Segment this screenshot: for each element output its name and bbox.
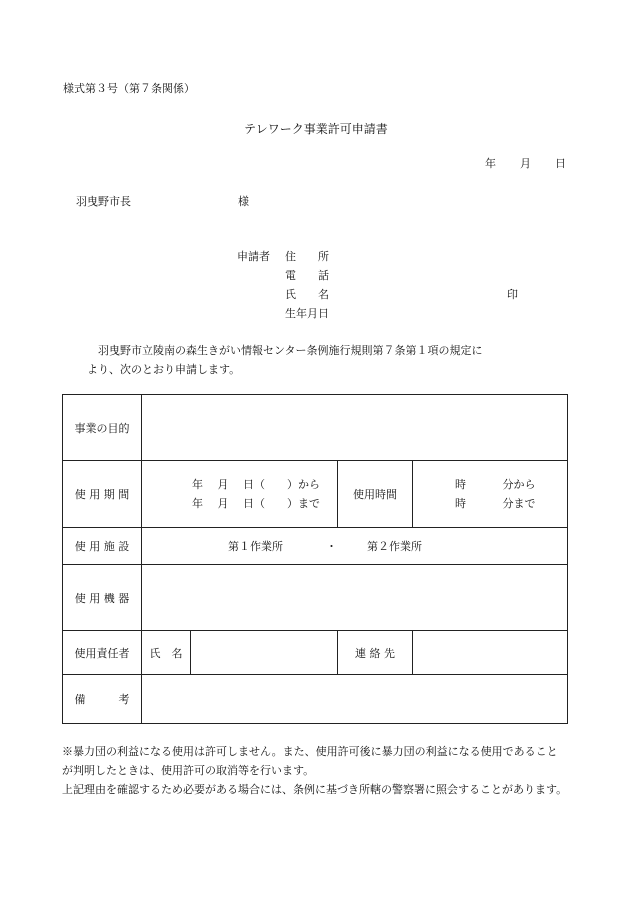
equipment-label: 使 用 機 器 (63, 565, 142, 631)
seal-mark: 印 (507, 288, 518, 301)
intro-text-line2: より、次のとおり申請します。 (87, 363, 241, 376)
facility-label: 使 用 施 設 (63, 528, 142, 565)
facility-row (63, 528, 568, 565)
time-field[interactable] (413, 461, 568, 528)
time-label: 使用時間 (338, 461, 413, 528)
document-title: テレワーク事業許可申請書 (244, 122, 388, 136)
applicant-label: 申請者 (237, 250, 270, 263)
application-table (62, 394, 568, 724)
manager-name-field[interactable] (191, 631, 338, 675)
time-start: 時 分から (455, 478, 536, 491)
phone-label: 電 話 (285, 269, 329, 282)
date-day: 日 (555, 157, 566, 170)
contact-label: 連 絡 先 (338, 631, 413, 675)
equipment-field[interactable] (142, 565, 568, 631)
notes (62, 742, 567, 799)
manager-name-label: 氏 名 (142, 631, 191, 675)
period-start: 年 月 日（ ）から (192, 478, 320, 491)
purpose-field[interactable] (142, 395, 568, 461)
period-field[interactable] (142, 461, 338, 528)
note-line-2: が判明したときは、使用許可の取消等を行います。 (62, 764, 315, 777)
period-label: 使 用 期 間 (63, 461, 142, 528)
time-end: 時 分まで (455, 497, 536, 510)
birthdate-label: 生年月日 (285, 307, 329, 320)
equipment-row (63, 565, 568, 631)
period-row (63, 461, 568, 528)
date-month: 月 (520, 157, 531, 170)
address-label: 住 所 (285, 250, 329, 263)
name-label: 氏 名 (285, 288, 329, 301)
manager-label: 使用責任者 (63, 631, 142, 675)
period-end: 年 月 日（ ）まで (192, 497, 320, 510)
honorific: 様 (238, 195, 249, 208)
facility-option-1[interactable]: 第１作業所 (228, 540, 283, 553)
manager-row (63, 631, 568, 675)
form-number: 様式第３号（第７条関係） (63, 82, 195, 95)
date-year: 年 (485, 157, 496, 170)
purpose-row (63, 395, 568, 461)
note-line-1: ※暴力団の利益になる使用は許可しません。また、使用許可後に暴力団の利益になる使用であること (62, 745, 558, 758)
intro-text-line1: 羽曳野市立陵南の森生きがい情報センター条例施行規則第７条第１項の規定に (98, 344, 483, 357)
remarks-field[interactable] (142, 675, 568, 724)
facility-separator: ・ (326, 540, 337, 553)
remarks-label: 備 考 (63, 675, 142, 724)
purpose-label: 事業の目的 (63, 395, 142, 461)
facility-option-2[interactable]: 第２作業所 (367, 540, 422, 553)
addressee: 羽曳野市長 (76, 195, 131, 208)
remarks-row (63, 675, 568, 724)
note-line-3: 上記理由を確認するため必要がある場合には、条例に基づき所轄の警察署に照会することがあります。 (62, 783, 568, 796)
facility-field[interactable] (142, 528, 568, 565)
contact-field[interactable] (413, 631, 568, 675)
